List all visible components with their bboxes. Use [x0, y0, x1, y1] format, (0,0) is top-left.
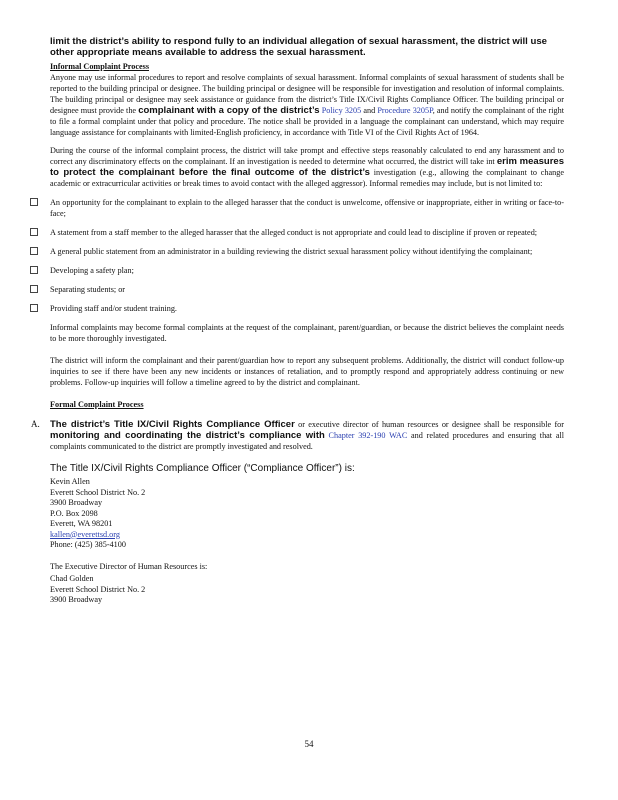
compliance-officer-title: The Title IX/Civil Rights Compliance Officer (“Compliance Officer”) is:	[50, 463, 355, 474]
informal-to-formal-paragraph: Informal complaints may become formal complaints at the request of the complainant, parent/guardian, or because the district believes the complaint needs to be more thoroughly investigated.	[50, 323, 564, 343]
procedure-3205p-link[interactable]: Procedure 3205P	[377, 106, 433, 115]
officer-po-box: P.O. Box 2098	[50, 508, 98, 518]
formal-complaint-heading: Formal Complaint Process	[50, 400, 144, 409]
list-item: An opportunity for the complainant to explain to the alleged harasser that the conduct is unwelcome, offensive or inappropriate, either in writing or face-to-face;	[50, 197, 564, 219]
officer-street: 3900 Broadway	[50, 498, 103, 507]
hr-street: 3900 Broadway	[50, 595, 103, 604]
bullet-box-icon	[30, 228, 38, 236]
list-item: A general public statement from an administrator in a building reviewing the district sexual harassment policy without identifying the complainant;	[50, 246, 564, 257]
bullet-box-icon	[30, 247, 38, 255]
officer-phone: Phone: (425) 385-4100	[50, 540, 126, 549]
item-a-label: A.	[31, 419, 40, 429]
hr-district: Everett School District No. 2	[50, 584, 146, 594]
informal-complaint-heading: Informal Complaint Process	[50, 62, 150, 71]
formal-item-a	[31, 419, 564, 452]
informal-paragraph-2	[50, 145, 564, 189]
informal-p2-part-c: investigation (e.g., allowing the complainant to change academic or extracurricular activities or break times to avoid contact with the alleged aggressor). Informal remedies may include, but is not limited to:	[50, 168, 564, 188]
informal-p1-part-a: Anyone may use informal procedures to report and resolve complaints of sexual harassment. Informal complaints of sexual harassment of students shall be reported to the building principal or designee. The building principal or designee will be responsible for investigation and resolution of informal complaints. The building principal or designee may seek assistance or guidance from the district’s Title IX/Civil Rights Compliance Officer. The building principal or designee must provide the	[50, 73, 564, 115]
officer-name: Kevin Allen	[50, 477, 90, 486]
list-item: Separating students; or	[50, 284, 564, 295]
page-number: 54	[304, 739, 314, 749]
informal-p1-part-c: , and notify the complainant of the right to file a formal complaint under that policy and procedure. The notice shall be provided in a language the complainant can understand, which may require language assistance for complainants with limited-English proficiency, in accordance with Title VI of the Civil Rights Act of 1964.	[50, 106, 564, 137]
item-a-bold-1: The district’s Title IX/Civil Rights Compliance Officer	[50, 419, 295, 430]
list-item: A statement from a staff member to the alleged harasser that the alleged conduct is not appropriate and could lead to discipline if proven or repeated;	[50, 227, 564, 238]
list-item: Providing staff and/or student training.	[50, 303, 564, 314]
informal-p1-part-b: complainant with a copy of the district’s	[138, 105, 320, 116]
bullet-box-icon	[30, 304, 38, 312]
hr-director-title: The Executive Director of Human Resources is:	[50, 561, 208, 571]
and-text: and	[363, 106, 376, 115]
officer-email-link[interactable]: kallen@everettsd.org	[50, 529, 120, 539]
item-a-bold-2: monitoring and coordinating the district’s compliance with	[50, 430, 325, 441]
bullet-box-icon	[30, 198, 38, 206]
hr-director-address	[50, 574, 564, 606]
compliance-officer-address	[50, 477, 564, 551]
informal-p2-part-a: During the course of the informal complaint process, the district will take prompt and effective steps reasonably calculated to end any harassment and to correct any discriminatory effects on the complainant. If an investigation is needed to determine what occurred, the district will take int	[50, 146, 564, 166]
bullet-box-icon	[30, 285, 38, 293]
item-a-text-2: and related procedures and ensuring that all complaints communicated to the district are promptly investigated and resolved.	[50, 431, 564, 451]
item-a-text-1: or executive director of human resources or designee shall be responsible for	[298, 420, 564, 429]
intro-paragraph: limit the district’s ability to respond fully to an individual allegation of sexual harassment, the district will use other appropriate means available to address the sexual harassment.	[50, 36, 548, 58]
hr-name: Chad Golden	[50, 574, 94, 583]
follow-up-paragraph: The district will inform the complainant and their parent/guardian how to report any subsequent problems. Additionally, the district will conduct follow-up inquiries to see if there have been any new incidents or instances of retaliation, and to promptly respond and appropriately address continuing or new problems. Follow-up inquiries will follow a timeline agreed to by the district and complainant.	[50, 356, 564, 387]
bullet-box-icon	[30, 266, 38, 274]
page-content	[31, 36, 564, 606]
officer-city: Everett, WA 98201	[50, 519, 113, 528]
informal-remedies-list	[50, 197, 564, 314]
wac-chapter-link[interactable]: Chapter 392-190 WAC	[328, 431, 408, 440]
informal-paragraph-1	[50, 72, 564, 138]
list-item: Developing a safety plan;	[50, 265, 564, 276]
officer-district: Everett School District No. 2	[50, 487, 146, 497]
informal-p2-part-b: erim measures to protect the complainant before the final outcome of the district’s	[50, 156, 564, 178]
policy-3205-link[interactable]: Policy 3205	[321, 106, 362, 115]
